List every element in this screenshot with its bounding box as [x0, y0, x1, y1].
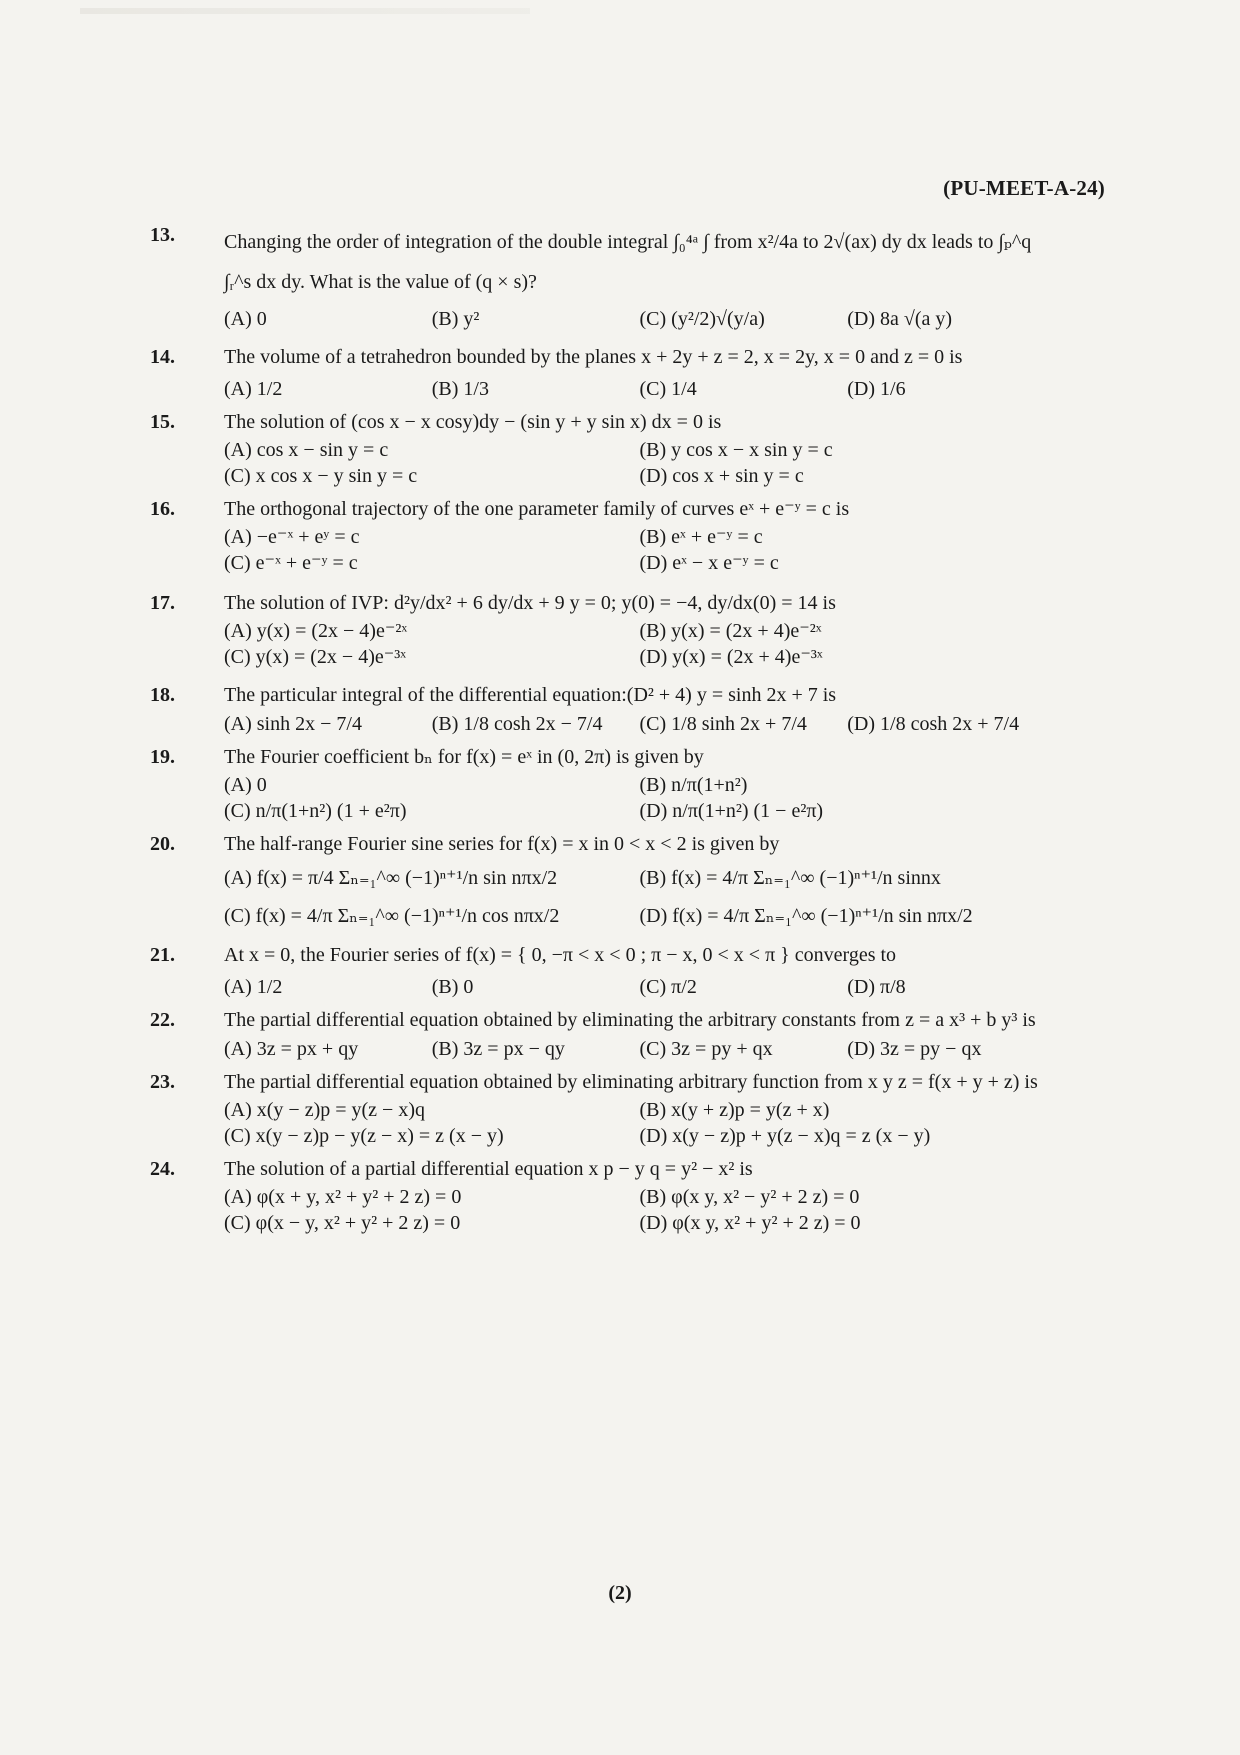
question-text: The volume of a tetrahedron bounded by the planes x + 2y + z = 2, x = 2y, x = 0 and z = 0 is — [224, 346, 963, 368]
option-d: (D) f(x) = 4/π Σₙ₌₁^∞ (−1)ⁿ⁺¹/n sin nπx/2 — [639, 905, 973, 927]
option-a: (A) φ(x + y, x² + y² + 2 z) = 0 — [224, 1186, 462, 1208]
options — [224, 1184, 1055, 1236]
option-a: (A) 0 — [224, 308, 267, 330]
option-d: (D) 1/8 cosh 2x + 7/4 — [847, 713, 1020, 735]
question-text: The solution of IVP: d²y/dx² + 6 dy/dx + 9 y = 0; y(0) = −4, dy/dx(0) = 14 is — [224, 592, 836, 614]
option-b: (B) eˣ + e⁻ʸ = c — [639, 526, 763, 548]
option-c: (C) y(x) = (2x − 4)e⁻³ˣ — [224, 646, 407, 668]
option-c: (C) f(x) = 4/π Σₙ₌₁^∞ (−1)ⁿ⁺¹/n cos nπx/2 — [224, 905, 560, 927]
option-a: (A) sinh 2x − 7/4 — [224, 713, 362, 735]
question-number: 15. — [150, 411, 175, 433]
options — [224, 306, 1055, 332]
option-a: (A) 1/2 — [224, 378, 283, 400]
question-number: 23. — [150, 1071, 175, 1093]
question-number: 16. — [150, 498, 175, 520]
option-c: (C) 1/4 — [639, 378, 697, 400]
options — [224, 524, 1055, 576]
option-d: (D) x(y − z)p + y(z − x)q = z (x − y) — [639, 1125, 931, 1147]
option-c: (C) 1/8 sinh 2x + 7/4 — [639, 713, 807, 735]
option-a: (A) 0 — [224, 774, 267, 796]
question-number: 20. — [150, 833, 175, 855]
option-d: (D) y(x) = (2x + 4)e⁻³ˣ — [639, 646, 823, 668]
question-18 — [150, 682, 1055, 737]
option-d: (D) cos x + sin y = c — [639, 465, 804, 487]
options — [224, 618, 1055, 670]
options — [224, 1036, 1055, 1062]
option-b: (B) y² — [431, 308, 480, 330]
page-number: (2) — [608, 1582, 632, 1604]
option-b: (B) 0 — [431, 976, 474, 998]
question-number: 22. — [150, 1009, 175, 1031]
option-b: (B) 1/3 — [431, 378, 489, 400]
question-number: 21. — [150, 944, 175, 966]
options — [224, 859, 1055, 935]
question-24 — [150, 1156, 1055, 1236]
option-d: (D) 8a √(a y) — [847, 308, 953, 330]
option-a: (A) y(x) = (2x − 4)e⁻²ˣ — [224, 620, 408, 642]
option-d: (D) eˣ − x e⁻ʸ = c — [639, 552, 779, 574]
option-c: (C) x(y − z)p − y(z − x) = z (x − y) — [224, 1125, 504, 1147]
question-text: The orthogonal trajectory of the one parameter family of curves eˣ + e⁻ʸ = c is — [224, 498, 850, 520]
question-text: The solution of a partial differential equation x p − y q = y² − x² is — [224, 1158, 753, 1180]
scan-edge-mark — [80, 8, 530, 14]
option-a: (A) cos x − sin y = c — [224, 439, 389, 461]
question-text: The partial differential equation obtained by eliminating the arbitrary constants from z = a x³ + b y³ is — [224, 1009, 1036, 1031]
option-b: (B) x(y + z)p = y(z + x) — [639, 1099, 830, 1121]
options — [224, 974, 1055, 1000]
question-20 — [150, 831, 1055, 935]
option-a: (A) 3z = px + qy — [224, 1038, 359, 1060]
option-c: (C) π/2 — [639, 976, 697, 998]
option-a: (A) −e⁻ˣ + eʸ = c — [224, 526, 360, 548]
question-21 — [150, 942, 1055, 1000]
question-list — [150, 222, 1055, 1243]
options — [224, 376, 1055, 402]
question-text: The half-range Fourier sine series for f(x) = x in 0 < x < 2 is given by — [224, 833, 780, 855]
option-d: (D) φ(x y, x² + y² + 2 z) = 0 — [639, 1212, 861, 1234]
option-d: (D) π/8 — [847, 976, 906, 998]
option-a: (A) 1/2 — [224, 976, 283, 998]
question-14 — [150, 344, 1055, 402]
paper-code: (PU-MEET-A-24) — [943, 176, 1105, 200]
question-22 — [150, 1007, 1055, 1062]
option-b: (B) 3z = px − qy — [431, 1038, 565, 1060]
option-c: (C) x cos x − y sin y = c — [224, 465, 418, 487]
question-number: 17. — [150, 592, 175, 614]
question-text: The particular integral of the differential equation:(D² + 4) y = sinh 2x + 7 is — [224, 684, 837, 706]
question-text: Changing the order of integration of the double integral ∫₀⁴ᵃ ∫ from x²/4a to 2√(ax) dy dx leads to ∫ₚ^q ∫ᵣ^s dx dy. What is the value of (q × s)? — [224, 231, 1032, 293]
question-text: At x = 0, the Fourier series of f(x) = { 0, −π < x < 0 ; π − x, 0 < x < π } converges to — [224, 944, 897, 966]
option-d: (D) 3z = py − qx — [847, 1038, 982, 1060]
question-13 — [150, 222, 1055, 332]
question-text: The solution of (cos x − x cosy)dy − (sin y + y sin x) dx = 0 is — [224, 411, 722, 433]
question-15 — [150, 409, 1055, 489]
question-number: 24. — [150, 1158, 175, 1180]
option-b: (B) 1/8 cosh 2x − 7/4 — [431, 713, 603, 735]
question-17 — [150, 590, 1055, 670]
option-c: (C) n/π(1+n²) (1 + e²π) — [224, 800, 407, 822]
option-a: (A) f(x) = π/4 Σₙ₌₁^∞ (−1)ⁿ⁺¹/n sin nπx/2 — [224, 867, 558, 889]
options — [224, 437, 1055, 489]
options — [224, 772, 1055, 824]
question-number: 14. — [150, 346, 175, 368]
option-b: (B) y cos x − x sin y = c — [639, 439, 833, 461]
question-text: The partial differential equation obtained by eliminating arbitrary function from x y z = f(x + y + z) is — [224, 1071, 1038, 1093]
option-b: (B) y(x) = (2x + 4)e⁻²ˣ — [639, 620, 822, 642]
question-text: The Fourier coefficient bₙ for f(x) = eˣ in (0, 2π) is given by — [224, 746, 704, 768]
option-b: (B) n/π(1+n²) — [639, 774, 748, 796]
question-23 — [150, 1069, 1055, 1149]
question-number: 19. — [150, 746, 175, 768]
question-number: 13. — [150, 224, 175, 246]
question-number: 18. — [150, 684, 175, 706]
option-d: (D) 1/6 — [847, 378, 906, 400]
option-b: (B) φ(x y, x² − y² + 2 z) = 0 — [639, 1186, 860, 1208]
option-a: (A) x(y − z)p = y(z − x)q — [224, 1099, 425, 1121]
option-c: (C) (y²/2)√(y/a) — [639, 308, 765, 330]
question-16 — [150, 496, 1055, 576]
options — [224, 711, 1055, 737]
question-19 — [150, 744, 1055, 824]
option-b: (B) f(x) = 4/π Σₙ₌₁^∞ (−1)ⁿ⁺¹/n sinnx — [639, 867, 941, 889]
option-d: (D) n/π(1+n²) (1 − e²π) — [639, 800, 824, 822]
option-c: (C) 3z = py + qx — [639, 1038, 773, 1060]
options — [224, 1097, 1055, 1149]
option-c: (C) φ(x − y, x² + y² + 2 z) = 0 — [224, 1212, 461, 1234]
option-c: (C) e⁻ˣ + e⁻ʸ = c — [224, 552, 358, 574]
